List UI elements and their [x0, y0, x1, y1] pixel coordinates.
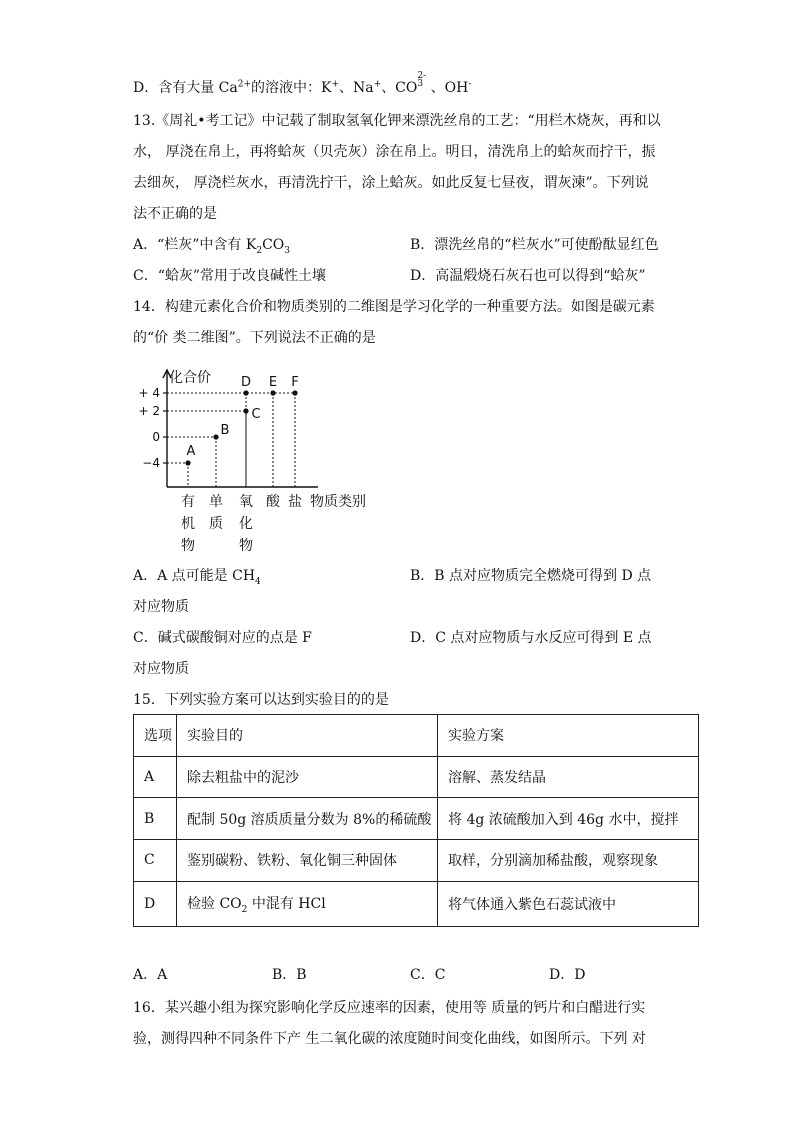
q16-stem-line: 验，测得四种不同条件下产 生二氧化碳的浓度随时间变化曲线，如图所示。下列 对: [133, 1031, 646, 1047]
category-label: 盐: [288, 494, 302, 510]
q13-stem-line: 去细灰， 厚浇栏灰水，再清洗拧干，涂上蛤灰。如此反复七昼夜，谓灰湅”。下列说: [133, 175, 649, 191]
q13-option-b: B．漂洗丝帛的“栏灰水”可使酚酞显红色: [410, 237, 659, 253]
q13-stem-line: 13.《周礼•考工记》中记载了制取氢氧化钾来漂洗丝帛的工艺：“用栏木烧灰，再和以: [133, 113, 661, 129]
q14-stem-line: 的“价 类二维图”。下列说法不正确的是: [133, 330, 376, 346]
q14-option-d-cont: 对应物质: [133, 661, 189, 677]
q16-stem-line: 16．某兴趣小组为探究影响化学反应速率的因素，使用等 质量的钙片和白醋进行实: [133, 1000, 646, 1016]
point-label-E: E: [268, 375, 278, 390]
point-label-B: B: [220, 423, 230, 438]
category-label: 物: [239, 538, 253, 552]
row-plan: 将 4g 浓硫酸加入到 46g 水中，搅拌: [438, 798, 699, 840]
point-label-C: C: [251, 407, 261, 422]
table-header-row: [134, 715, 699, 757]
q15-option-c: C．C: [410, 967, 446, 983]
q13-stem-line: 法不正确的是: [133, 206, 217, 222]
table-row: [134, 840, 699, 882]
point-label-A: A: [186, 444, 196, 459]
valence-class-chart: [130, 362, 370, 552]
header-goal: 实验目的: [177, 715, 438, 757]
row-option: C: [134, 840, 177, 882]
q15-option-a: A．A: [133, 967, 168, 983]
table-row: [134, 798, 699, 840]
point-C: [243, 408, 248, 413]
row-option: B: [134, 798, 177, 840]
category-label: 机: [181, 516, 195, 532]
q15-stem: 15．下列实验方案可以达到实验目的的是: [133, 692, 389, 708]
y-axis-label: 化合价: [169, 370, 211, 386]
point-E: [270, 390, 275, 395]
q14-option-d: D．C 点对应物质与水反应可得到 E 点: [410, 630, 652, 646]
category-label: 氧: [239, 494, 253, 510]
q13-option-c: C．“蛤灰”常用于改良碱性土壤: [133, 268, 327, 284]
y-tick-label: + 2: [138, 404, 160, 418]
row-option: A: [134, 756, 177, 798]
experiment-table: [133, 714, 699, 927]
point-B: [213, 434, 218, 439]
y-tick-label: 0: [152, 430, 160, 444]
header-option: 选项: [134, 715, 177, 757]
row-goal: 检验 $CO_2$ 中混有 HCl: [177, 881, 438, 926]
category-label: 化: [239, 516, 253, 532]
q13-option-d: D．高温煅烧石灰石也可以得到“蛤灰”: [410, 268, 646, 284]
q14-option-b: B．B 点对应物质完全燃烧可得到 D 点: [410, 568, 652, 584]
row-goal: 配制 50g 溶质质量分数为 8%的稀硫酸: [177, 798, 438, 840]
point-F: [292, 390, 297, 395]
q12-option-d: D．含有大量 $Ca^{2+}$的溶液中：K+、Na+、CO$^{2- 3}$ 、OH-: [133, 71, 472, 96]
row-plan: 取样，分别滴加稀盐酸，观察现象: [438, 840, 699, 882]
y-tick-label: + 4: [138, 386, 160, 400]
q14-stem-line: 14．构建元素化合价和物质类别的二维图是学习化学的一种重要方法。如图是碳元素: [133, 299, 655, 315]
row-option: D: [134, 881, 177, 926]
category-label: 单: [209, 494, 223, 510]
q15-option-d: D．D: [549, 967, 586, 983]
category-label: 质: [209, 516, 223, 532]
point-label-D: D: [240, 375, 252, 390]
point-A: [185, 460, 190, 465]
category-label: 酸: [266, 494, 280, 510]
category-label: 物: [181, 538, 195, 552]
point-D: [243, 390, 248, 395]
y-tick-label: −4: [142, 456, 160, 470]
row-goal: 除去粗盐中的泥沙: [177, 756, 438, 798]
table-row: [134, 756, 699, 798]
q13-option-a: A．“栏灰”中含有 $K_2CO_3$: [133, 237, 291, 256]
table-row: [134, 881, 699, 926]
header-plan: 实验方案: [438, 715, 699, 757]
row-plan: 将气体通入紫色石蕊试液中: [438, 881, 699, 926]
q13-stem-line: 水， 厚浇在帛上，再将蛤灰（贝壳灰）涂在帛上。明日，清洗帛上的蛤灰而拧干，振: [133, 144, 656, 160]
q14-option-c: C．碱式碳酸铜对应的点是 F: [133, 630, 312, 646]
row-goal: 鉴别碳粉、铁粉、氧化铜三种固体: [177, 840, 438, 882]
q14-option-b-cont: 对应物质: [133, 599, 189, 615]
x-axis-label: 物质类别: [310, 494, 366, 510]
category-label: 有: [181, 494, 195, 510]
q15-option-b: B．B: [272, 967, 307, 983]
q14-option-a: A．A 点可能是 $CH_4$: [133, 568, 261, 587]
row-plan: 溶解、蒸发结晶: [438, 756, 699, 798]
point-label-F: F: [291, 375, 299, 390]
